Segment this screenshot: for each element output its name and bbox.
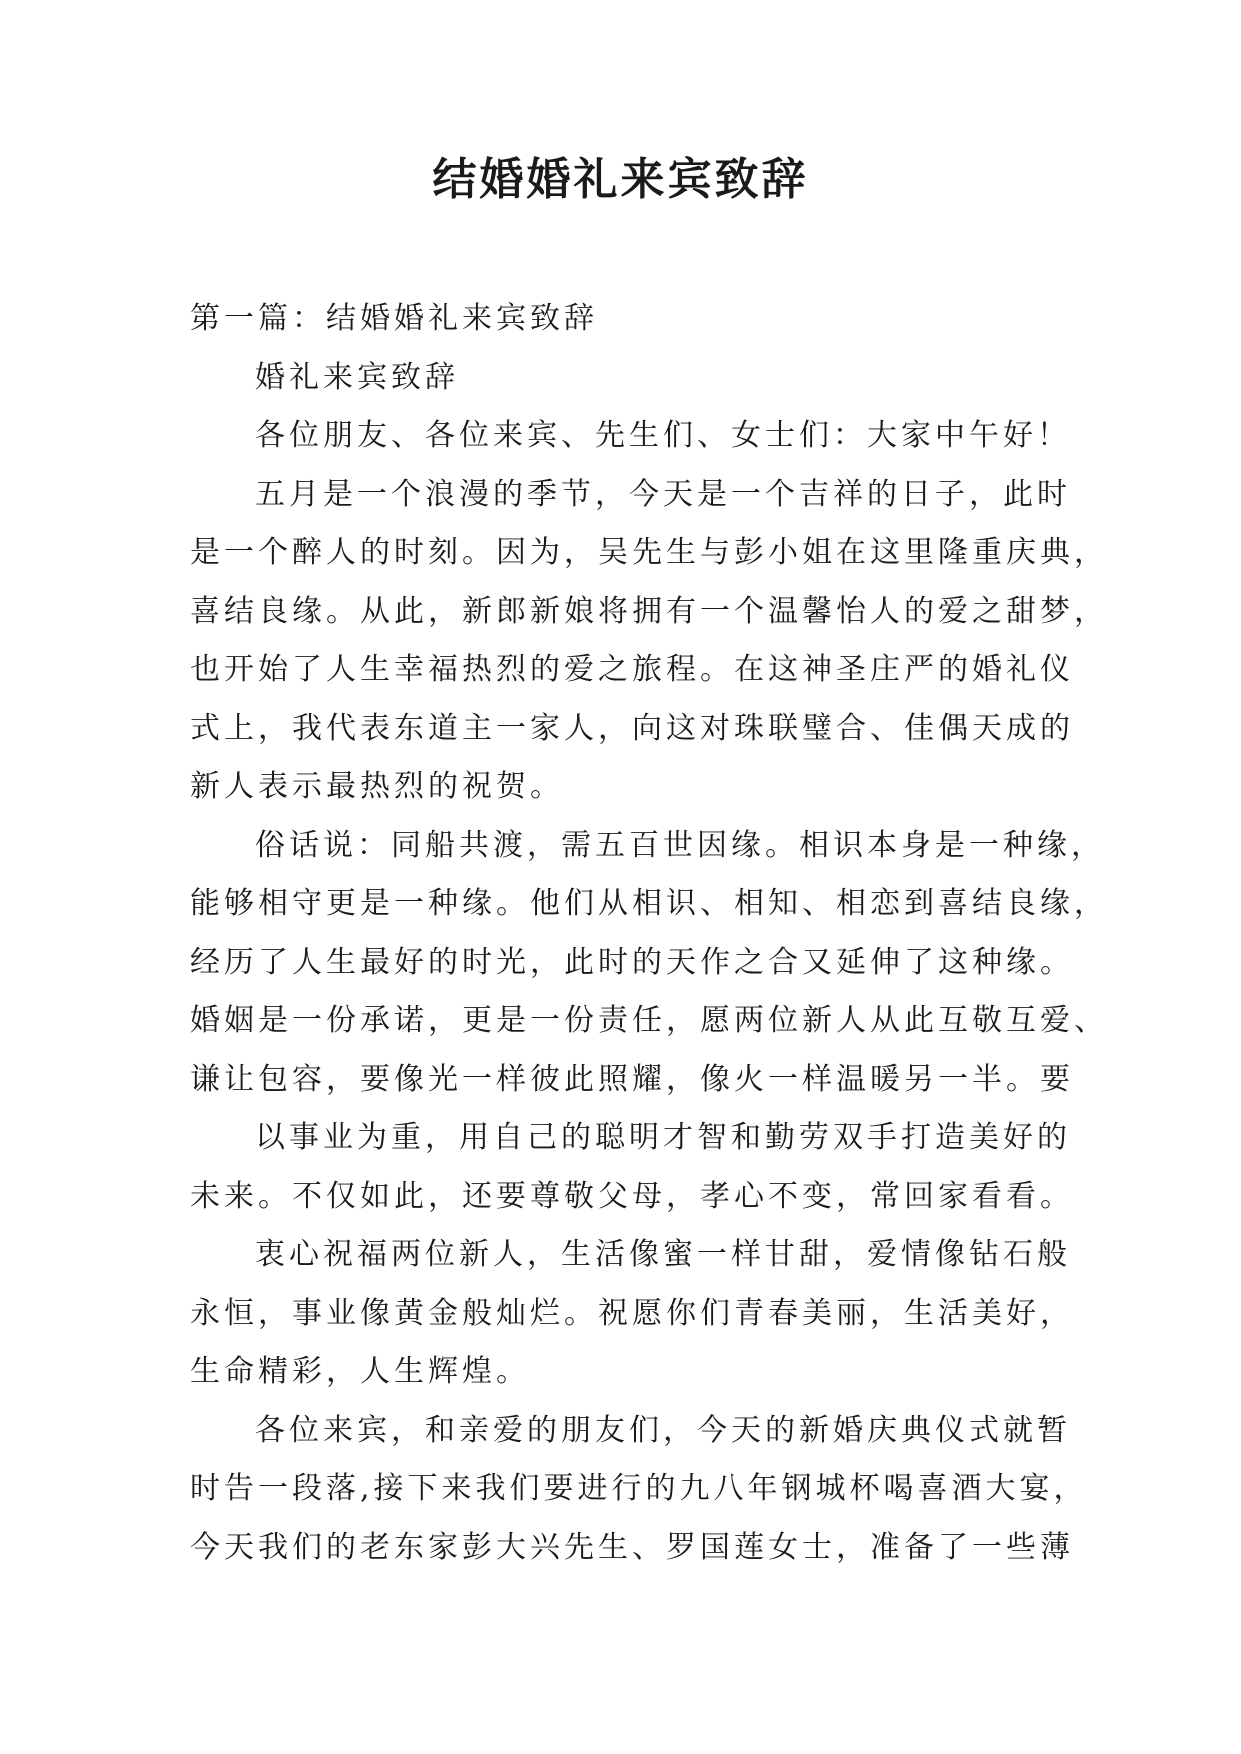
text-line: 永恒，事业像黄金般灿烂。祝愿你们青春美丽，生活美好， [190,1295,1074,1331]
text-line: 今天我们的老东家彭大兴先生、罗国莲女士，准备了一些薄 [190,1529,1074,1565]
text-line: 喜结良缘。从此，新郎新娘将拥有一个温馨怡人的爱之甜梦， [190,593,1108,629]
document-title: 结婚婚礼来宾致辞 [432,154,809,205]
text-line: 谦让包容，要像光一样彼此照耀，像火一样温暖另一半。要 [190,1061,1074,1097]
text-line: 衷心祝福两位新人，生活像蜜一样甘甜，爱情像钻石般 [255,1237,1071,1272]
text-line: 第一篇：结婚婚礼来宾致辞 [190,301,598,336]
text-line: 经历了人生最好的时光，此时的天作之合又延伸了这种缘。 [190,944,1074,980]
text-line: 是一个醉人的时刻。因为，吴先生与彭小姐在这里隆重庆典， [190,535,1108,570]
text-line: 也开始了人生幸福热烈的爱之旅程。在这神圣庄严的婚礼仪 [190,652,1074,687]
text-line: 能够相守更是一种缘。他们从相识、相知、相恋到喜结良缘， [190,886,1108,921]
text-line: 俗话说：同船共渡，需五百世因缘。相识本身是一种缘， [255,827,1105,863]
text-line: 婚姻是一份承诺，更是一份责任，愿两位新人从此互敬互爱、 [190,1003,1108,1038]
text-line: 各位来宾，和亲爱的朋友们，今天的新婚庆典仪式就暂 [255,1412,1071,1448]
text-line: 婚礼来宾致辞 [255,359,459,395]
text-line: 未来。不仅如此，还要尊敬父母，孝心不变，常回家看看。 [190,1178,1074,1214]
text-line: 五月是一个浪漫的季节，今天是一个吉祥的日子，此时 [255,476,1071,512]
text-line: 式上，我代表东道主一家人，向这对珠联璧合、佳偶天成的 [190,710,1074,746]
text-line: 生命精彩，人生辉煌。 [190,1354,530,1389]
document-body [190,290,1108,1577]
text-line: 以事业为重，用自己的聪明才智和勤劳双手打造美好的 [255,1120,1071,1155]
text-line: 时告一段落,接下来我们要进行的九八年钢城杯喝喜酒大宴， [190,1471,1088,1506]
text-line: 新人表示最热烈的祝贺。 [190,769,564,804]
text-line: 各位朋友、各位来宾、先生们、女士们：大家中午好！ [255,418,1071,453]
